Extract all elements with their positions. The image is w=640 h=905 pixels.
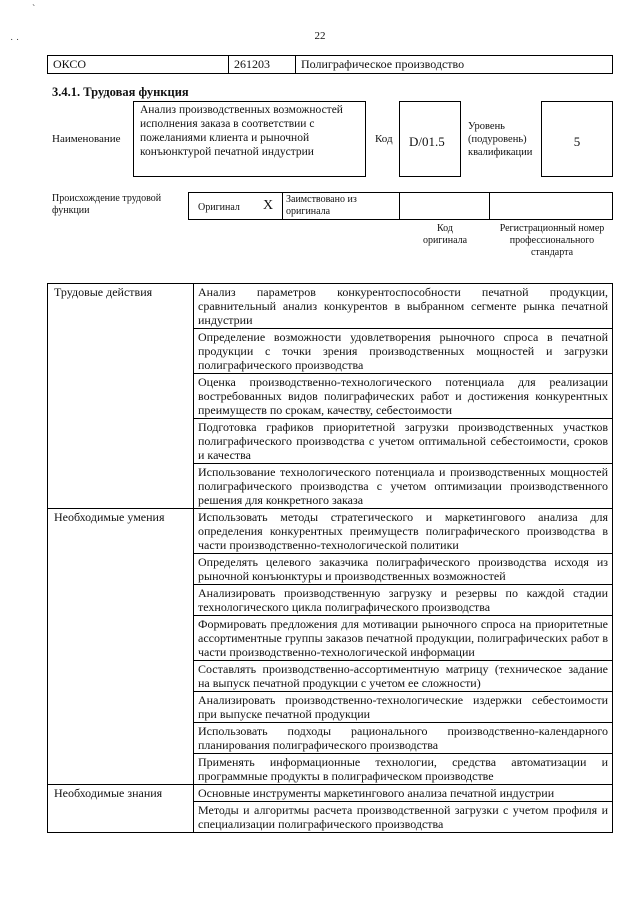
table-cell: Методы и алгоритмы расчета производственной загрузки с учетом профиля и специализации полиграфического производства xyxy=(194,802,613,833)
table-row xyxy=(48,509,613,554)
name-label: Наименование xyxy=(52,133,121,145)
code-label: Код xyxy=(375,133,393,145)
category-label: Необходимые умения xyxy=(48,509,194,785)
table-cell: Оценка производственно-технологического потенциала для реализации востребованных видов полиграфических работ и достижения конкурентных преимуществ по срокам, качеству, себестоимости xyxy=(194,374,613,419)
category-label: Необходимые знания xyxy=(48,785,194,833)
table-cell: Основные инструменты маркетингового анализа печатной индустрии xyxy=(194,785,613,802)
borrowed-label: Заимствовано из оригинала xyxy=(286,194,357,217)
okso-table xyxy=(47,55,613,74)
table-cell: Применять информационные технологии, средства автоматизации и программные продукты в полиграфическом производстве xyxy=(194,754,613,785)
reg-caption: Регистрационный номер профессионального стандарта xyxy=(499,223,605,258)
table-cell: Формировать предложения для мотивации рыночного спроса на приоритетные ассортиментные группы заказов печатной продукции, полиграфических работ в части производственно-технологической информации xyxy=(194,616,613,661)
table-cell: Использовать методы стратегического и маркетингового анализа для определения конкурентных преимуществ полиграфического производства в части производственно-технологической политики xyxy=(194,509,613,554)
scan-mark: ˋ xyxy=(32,4,36,15)
table-row xyxy=(48,284,613,329)
table-cell: Анализировать производственно-технологические издержки себестоимости при выпуске печатной продукции xyxy=(194,692,613,723)
origin-box xyxy=(188,192,613,220)
function-code: D/01.5 xyxy=(399,101,461,177)
page-number: 22 xyxy=(314,30,326,42)
okso-label: ОКСО xyxy=(48,56,229,74)
okso-code: 261203 xyxy=(229,56,296,74)
table-cell: Использование технологического потенциала и производственных мощностей полиграфического производства с учетом оптимизации производственного решения для конкретного заказа xyxy=(194,464,613,509)
okso-name: Полиграфическое производство xyxy=(296,56,613,74)
table-cell: Анализ параметров конкурентоспособности печатной продукции, сравнительный анализ конкурентов в выбранном сегменте рынка печатной индустрии xyxy=(194,284,613,329)
origin-label: Происхождение трудовой функции xyxy=(52,193,162,216)
table-cell: Анализировать производственную загрузку и резервы по каждой стадии технологического цикла полиграфического производства xyxy=(194,585,613,616)
table-cell: Определение возможности удовлетворения рыночного спроса в печатной продукции с точки зрения производственных мощностей и загрузки полиграфического производства xyxy=(194,329,613,374)
code-caption: Код оригинала xyxy=(422,223,468,246)
table-row xyxy=(48,785,613,802)
table-cell: Использовать подходы рационального производственно-календарного планирования полиграфического производства xyxy=(194,723,613,754)
category-label: Трудовые действия xyxy=(48,284,194,509)
level-label: Уровень (подуровень) квалификации xyxy=(468,121,533,158)
scan-mark: ˙ ˙ xyxy=(10,38,20,49)
original-label: Оригинал xyxy=(198,202,240,213)
table-cell: Подготовка графиков приоритетной загрузки производственных участков полиграфического производства с учетом оптимальной себестоимости, сроков и качества xyxy=(194,419,613,464)
level-value: 5 xyxy=(541,101,613,177)
section-title: 3.4.1. Трудовая функция xyxy=(52,85,189,99)
table-cell: Определять целевого заказчика полиграфического производства исходя из рыночной конъюнктуры и производственных возможностей xyxy=(194,554,613,585)
table-cell: Составлять производственно-ассортиментную матрицу (техническое задание на выпуск печатной продукции с учетом ее сложности) xyxy=(194,661,613,692)
original-mark: X xyxy=(263,198,274,213)
labor-function-table xyxy=(47,283,613,833)
function-name: Анализ производственных возможностей исполнения заказа в соответствии с пожеланиями клиента и рыночной конъюнктурой печатной индустрии xyxy=(133,101,366,177)
